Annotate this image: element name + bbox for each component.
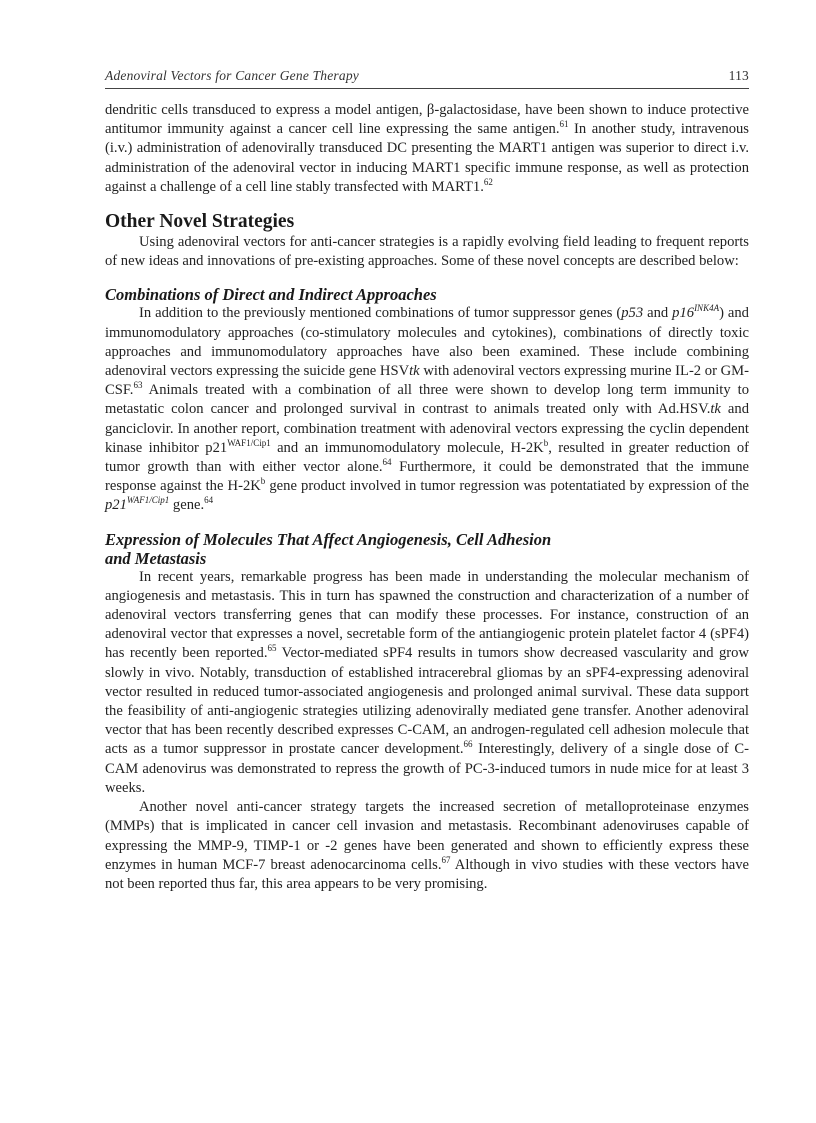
gene-p16-superscript: INK4A bbox=[694, 303, 720, 314]
reference-67: 67 bbox=[441, 854, 451, 865]
combo-text: , resulted in greater reduction of tumor growth than with either vector alone. bbox=[105, 439, 749, 476]
combo-text: and ganciclovir. In another report, combination treatment with adenoviral vectors expressing the cyclin dependent kinase inhibitor p21 bbox=[105, 401, 749, 456]
gene-tk: tk bbox=[409, 363, 420, 380]
section-intro-paragraph: Using adenoviral vectors for anti-cancer strategies is a rapidly evolving field leading to frequent reports of new ideas and innovations of pre-existing approaches. Some of these novel concepts are described below: bbox=[105, 234, 749, 270]
angiogenesis-paragraph-2 bbox=[105, 798, 749, 894]
gene-p16: p16 bbox=[672, 305, 695, 322]
reference-64: 64 bbox=[382, 457, 392, 468]
section-heading-other-novel-strategies: Other Novel Strategies bbox=[105, 211, 295, 233]
reference-62: 62 bbox=[483, 176, 493, 187]
h2k-superscript: b bbox=[543, 437, 549, 448]
gene-tk: tk bbox=[710, 401, 721, 418]
combo-text: and bbox=[643, 305, 673, 322]
running-header bbox=[105, 68, 749, 89]
combo-text: with adenoviral vectors expressing murine IL-2 or GM-CSF. bbox=[105, 363, 749, 399]
angio-text: Vector-mediated sPF4 results in tumors show decreased vascularity and grow slowly in vivo. Notably, transduction of established intracerebral gliomas by an sPF4-expressing adenoviral vector resulted in reduced tumor-associated angiogenesis and prolonged animal survival. These data support the feasibility of anti-angiogenic strategies utilizing adenovirally mediated gene transfer. Another adenoviral vector that has been recently described expresses C-CAM, an androgen-regulated cell adhesion molecule that acts as a tumor suppressor in prostate cancer development. bbox=[105, 645, 749, 758]
combo-text: In addition to the previously mentioned combinations of tumor suppressor genes ( bbox=[139, 305, 622, 322]
p21-superscript: WAF1/Cip1 bbox=[126, 495, 170, 506]
combo-text: and an immunomodulatory molecule, H-2K bbox=[270, 439, 544, 456]
angiogenesis-paragraph-1 bbox=[105, 568, 749, 798]
heading-line-1: Expression of Molecules That Affect Angiogenesis, Cell Adhesion bbox=[105, 529, 552, 549]
angio-text: Interestingly, delivery of a single dose of C-CAM adenovirus was demonstrated to repress the growth of PC-3-induced tumors in nude mice for at least 3 weeks. bbox=[105, 741, 749, 796]
reference-65: 65 bbox=[267, 643, 277, 654]
combo-text: gene. bbox=[169, 497, 205, 514]
subsection-heading-combinations: Combinations of Direct and Indirect Approaches bbox=[105, 285, 437, 305]
combo-text: Furthermore, it could be demonstrated that the immune response against the H-2K bbox=[105, 459, 749, 495]
reference-63: 63 bbox=[133, 380, 143, 391]
gene-p53: p53 bbox=[621, 305, 644, 322]
reference-61: 61 bbox=[559, 119, 569, 130]
intro-text-1: dendritic cells transduced to express a model antigen, β-galactosidase, have been shown to induce protective antitumor immunity against a cancer cell line expressing the same antigen. bbox=[105, 102, 749, 138]
angio-text: Another novel anti-cancer strategy targets the increased secretion of metalloproteinase enzymes (MMPs) that is implicated in cancer cell invasion and metastasis. Recombinant adenoviruses capable of expressing the MMP-9, TIMP-1 or -2 genes have been generated and shown to efficiently express these enzymes in human MCF-7 breast adenocarcinoma cells. bbox=[105, 799, 749, 873]
intro-text-2: In another study, intravenous (i.v.) administration of adenovirally transduced DC presenting the MART1 antigen was superior to direct i.v. administration of the adenoviral vector in inducing MART1 specific immune response, as well as protection against a challenge of a cell line stably transfected with MART1. bbox=[105, 121, 749, 195]
combo-text: Animals treated with a combination of all three were shown to develop long term immunity to metastatic colon cancer and prolonged survival in contrast to animals treated only with Ad.HSV. bbox=[105, 382, 749, 418]
running-title: Adenoviral Vectors for Cancer Gene Therapy bbox=[105, 68, 359, 83]
angio-text: In recent years, remarkable progress has been made in understanding the molecular mechanism of angiogenesis and metastasis. This in turn has spawned the construction and characterization of a number of adenoviral vectors transferring genes that can modify these processes. For instance, construction of an adenoviral vector that expresses a novel, secretable form of the antiangiogenic protein platelet factor 4 (sPF4) has recently been reported. bbox=[105, 568, 749, 662]
gene-p21: p21 bbox=[105, 497, 127, 514]
p21-superscript: WAF1/Cip1 bbox=[227, 437, 271, 448]
page-number: 113 bbox=[728, 68, 749, 83]
h2k-superscript: b bbox=[260, 476, 266, 487]
page bbox=[105, 68, 749, 894]
intro-paragraph bbox=[105, 101, 749, 197]
heading-line-2: and Metastasis bbox=[105, 548, 207, 568]
reference-66: 66 bbox=[463, 739, 473, 750]
combo-text: gene product involved in tumor regression was potentatiated by expression of the bbox=[265, 478, 749, 495]
angio-text: Although in vivo studies with these vectors have not been reported thus far, this area appears to be very promising. bbox=[105, 856, 749, 892]
combinations-paragraph bbox=[105, 304, 749, 515]
combo-text: ) and immunomodulatory approaches (co-stimulatory molecules and cytokines), combinations of directly toxic approaches and immunomodulatory approaches have also been examined. These include combining adenoviral vectors expressing the suicide gene HSV bbox=[105, 305, 749, 380]
reference-64: 64 bbox=[204, 495, 214, 506]
subsection-heading-angiogenesis bbox=[105, 530, 749, 568]
